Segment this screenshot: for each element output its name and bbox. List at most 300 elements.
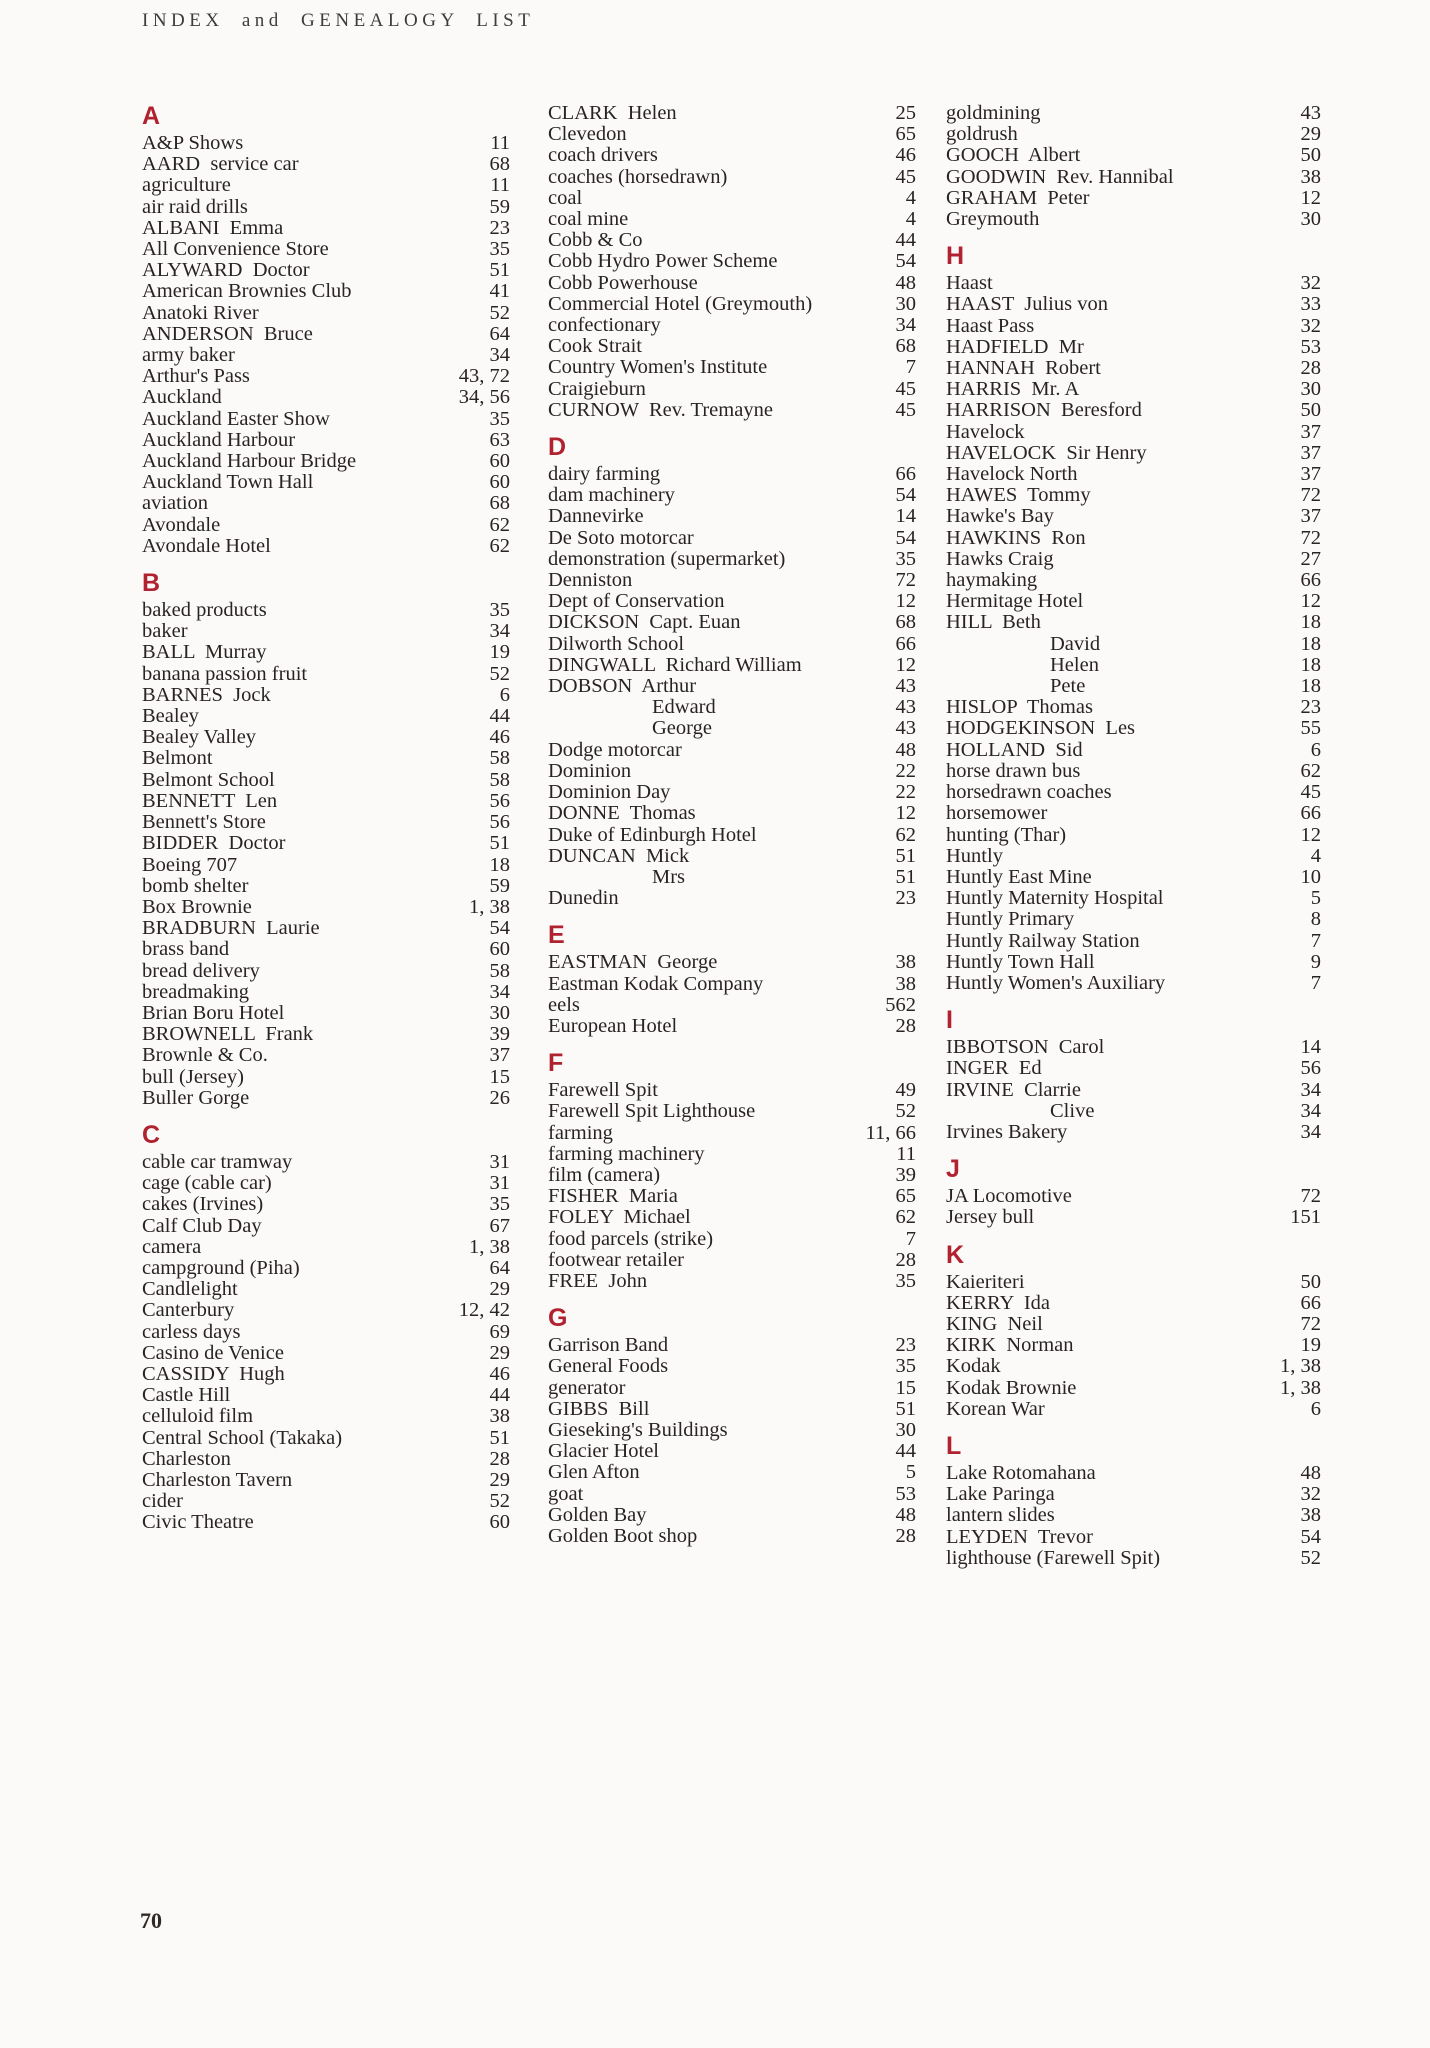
entry-label: Dannevirke	[548, 505, 644, 528]
entry-label: cable car tramway	[142, 1150, 293, 1173]
entry-page-numbers: 31	[489, 1172, 510, 1195]
index-entry	[946, 485, 1321, 506]
entry-label: Huntly Women's Auxiliary	[946, 971, 1166, 994]
entry-label: Lake Paringa	[946, 1483, 1055, 1506]
index-columns	[142, 103, 1321, 1569]
index-entry	[548, 1356, 916, 1377]
entry-page-numbers: 72	[1300, 1185, 1321, 1208]
entry-label: Lake Rotomahana	[946, 1461, 1096, 1484]
index-entry	[142, 642, 510, 663]
index-entry	[548, 867, 916, 888]
entry-label: Huntly Primary	[946, 908, 1075, 931]
entry-label: Bennett's Store	[142, 811, 266, 834]
entry-label: Dominion	[548, 759, 632, 782]
index-entry	[946, 400, 1321, 421]
entry-page-numbers: 35	[895, 1269, 916, 1292]
index-entry	[142, 451, 510, 472]
index-entry	[946, 1037, 1321, 1058]
entry-page-numbers: 65	[895, 1185, 916, 1208]
entry-label: camera	[142, 1235, 202, 1258]
entry-page-numbers: 28	[895, 1524, 916, 1547]
entry-page-numbers: 23	[1300, 696, 1321, 719]
entry-page-numbers: 12, 42	[458, 1299, 510, 1322]
entry-page-numbers: 12	[895, 802, 916, 825]
entry-label: BIDDER Doctor	[142, 832, 286, 855]
index-entry	[142, 1364, 510, 1385]
index-entry	[946, 1505, 1321, 1526]
index-entry	[946, 740, 1321, 761]
section-letter-C: C	[142, 1120, 162, 1149]
index-entry	[142, 1406, 510, 1427]
entry-label: Charleston Tavern	[142, 1468, 293, 1491]
entry-label: KING Neil	[946, 1312, 1043, 1335]
index-entry	[946, 591, 1321, 612]
entry-page-numbers: 30	[1300, 208, 1321, 231]
index-entry	[548, 655, 916, 676]
index-entry	[548, 718, 916, 739]
index-entry	[548, 1207, 916, 1228]
entry-label: Farewell Spit	[548, 1079, 658, 1102]
index-entry	[946, 124, 1321, 145]
entry-label: Clevedon	[548, 123, 627, 146]
entry-page-numbers: 41	[489, 280, 510, 303]
entry-page-numbers: 29	[1300, 123, 1321, 146]
entry-page-numbers: 48	[1300, 1461, 1321, 1484]
entry-page-numbers: 23	[489, 216, 510, 239]
entry-label: coach drivers	[548, 144, 658, 167]
entry-label: George	[652, 717, 712, 740]
index-entry	[548, 188, 916, 209]
index-entry	[548, 379, 916, 400]
index-entry	[946, 1356, 1321, 1377]
entry-page-numbers: 33	[1300, 293, 1321, 316]
entry-page-numbers: 46	[489, 726, 510, 749]
entry-label: Korean War	[946, 1397, 1045, 1420]
entry-label: Glen Afton	[548, 1461, 640, 1484]
entry-label: Kodak Brownie	[946, 1376, 1077, 1399]
entry-label: Eastman Kodak Company	[548, 972, 764, 995]
entry-page-numbers: 45	[1300, 781, 1321, 804]
entry-page-numbers: 30	[489, 1001, 510, 1024]
entry-page-numbers: 58	[489, 768, 510, 791]
entry-page-numbers: 38	[489, 1405, 510, 1428]
entry-label: bomb shelter	[142, 874, 249, 897]
index-entry	[548, 634, 916, 655]
entry-label: Edward	[652, 696, 716, 719]
entry-label: Havelock	[946, 420, 1025, 443]
index-entry	[142, 770, 510, 791]
entry-label: Huntly East Mine	[946, 865, 1092, 888]
entry-page-numbers: 39	[895, 1163, 916, 1186]
entry-page-numbers: 53	[895, 1482, 916, 1505]
index-entry	[142, 387, 510, 408]
index-entry	[548, 1335, 916, 1356]
entry-label: Haast	[946, 272, 993, 295]
index-entry	[142, 1045, 510, 1066]
entry-page-numbers: 6	[1310, 1397, 1321, 1420]
entry-label: carless days	[142, 1320, 241, 1343]
entry-page-numbers: 62	[489, 534, 510, 557]
index-entry	[548, 676, 916, 697]
entry-page-numbers: 11, 66	[865, 1121, 916, 1144]
entry-label: cakes (Irvines)	[142, 1193, 264, 1216]
entry-page-numbers: 51	[489, 259, 510, 282]
entry-label: Brownle & Co.	[142, 1044, 268, 1067]
index-entry	[548, 1462, 916, 1483]
index-entry	[548, 167, 916, 188]
index-entry	[548, 995, 916, 1016]
entry-page-numbers: 4	[905, 186, 916, 209]
index-entry	[142, 1449, 510, 1470]
index-entry	[946, 1527, 1321, 1548]
entry-page-numbers: 62	[895, 823, 916, 846]
entry-label: Castle Hill	[142, 1384, 231, 1407]
entry-page-numbers: 18	[1300, 632, 1321, 655]
entry-label: HILL Beth	[946, 611, 1041, 634]
index-entry	[142, 918, 510, 939]
entry-label: Helen	[1050, 653, 1099, 676]
entry-page-numbers: 12	[895, 653, 916, 676]
entry-label: Box Brownie	[142, 895, 252, 918]
entry-page-numbers: 18	[1300, 675, 1321, 698]
entry-label: GOODWIN Rev. Hannibal	[946, 165, 1174, 188]
entry-page-numbers: 45	[895, 398, 916, 421]
entry-page-numbers: 66	[1300, 802, 1321, 825]
entry-label: Avondale Hotel	[142, 534, 271, 557]
entry-page-numbers: 18	[489, 853, 510, 876]
entry-page-numbers: 28	[489, 1447, 510, 1470]
entry-page-numbers: 37	[1300, 505, 1321, 528]
entry-page-numbers: 43	[895, 675, 916, 698]
index-entry	[142, 260, 510, 281]
entry-label: bread delivery	[142, 959, 260, 982]
entry-page-numbers: 37	[1300, 463, 1321, 486]
index-entry	[548, 740, 916, 761]
entry-label: hunting (Thar)	[946, 823, 1067, 846]
entry-label: Hawke's Bay	[946, 505, 1054, 528]
entry-label: horsemower	[946, 802, 1048, 825]
index-entry	[142, 472, 510, 493]
entry-label: Mrs	[652, 865, 686, 888]
entry-label: HAWKINS Ron	[946, 526, 1086, 549]
entry-label: De Soto motorcar	[548, 526, 694, 549]
index-entry	[142, 1088, 510, 1109]
entry-label: HARRISON Beresford	[946, 399, 1142, 422]
index-entry	[142, 876, 510, 897]
index-entry	[548, 570, 916, 591]
entry-page-numbers: 35	[489, 238, 510, 261]
entry-page-numbers: 14	[895, 505, 916, 528]
section-letter-K: K	[946, 1240, 966, 1269]
entry-page-numbers: 1, 38	[469, 895, 510, 918]
index-entry	[946, 209, 1321, 230]
entry-page-numbers: 30	[895, 1418, 916, 1441]
entry-page-numbers: 34	[1300, 1120, 1321, 1143]
index-entry	[946, 103, 1321, 124]
index-entry	[142, 1194, 510, 1215]
index-entry	[548, 124, 916, 145]
index-entry	[946, 655, 1321, 676]
entry-page-numbers: 56	[489, 789, 510, 812]
entry-label: DINGWALL Richard William	[548, 653, 802, 676]
index-entry	[548, 1080, 916, 1101]
entry-page-numbers: 69	[489, 1320, 510, 1343]
index-entry	[142, 324, 510, 345]
entry-label: DOBSON Arthur	[548, 675, 697, 698]
entry-page-numbers: 67	[489, 1214, 510, 1237]
entry-label: Dilworth School	[548, 632, 685, 655]
entry-page-numbers: 64	[489, 1256, 510, 1279]
section-letter-G: G	[548, 1304, 569, 1333]
index-entry	[548, 485, 916, 506]
index-entry	[142, 727, 510, 748]
entry-label: Dept of Conservation	[548, 590, 725, 613]
entry-page-numbers: 12	[895, 590, 916, 613]
index-entry	[142, 133, 510, 154]
entry-page-numbers: 72	[1300, 526, 1321, 549]
entry-label: baked products	[142, 599, 267, 622]
index-entry	[142, 515, 510, 536]
entry-page-numbers: 59	[489, 195, 510, 218]
entry-label: Anatoki River	[142, 301, 259, 324]
index-entry	[142, 1067, 510, 1088]
index-entry	[548, 1016, 916, 1037]
entry-label: confectionary	[548, 314, 661, 337]
entry-page-numbers: 50	[1300, 1270, 1321, 1293]
entry-page-numbers: 68	[489, 153, 510, 176]
entry-page-numbers: 48	[895, 1503, 916, 1526]
entry-page-numbers: 18	[1300, 653, 1321, 676]
entry-page-numbers: 44	[895, 229, 916, 252]
entry-page-numbers: 52	[489, 662, 510, 685]
index-entry	[548, 1484, 916, 1505]
entry-label: Farewell Spit Lighthouse	[548, 1100, 756, 1123]
entry-label: Arthur's Pass	[142, 365, 250, 388]
index-entry	[548, 846, 916, 867]
entry-page-numbers: 35	[895, 1355, 916, 1378]
entry-page-numbers: 35	[489, 407, 510, 430]
entry-label: Candlelight	[142, 1278, 238, 1301]
index-entry	[548, 1229, 916, 1250]
entry-label: goldrush	[946, 123, 1018, 146]
entry-label: All Convenience Store	[142, 238, 329, 261]
entry-label: Country Women's Institute	[548, 356, 768, 379]
entry-label: Irvines Bakery	[946, 1120, 1068, 1143]
entry-page-numbers: 56	[1300, 1057, 1321, 1080]
entry-label: Belmont School	[142, 768, 275, 791]
index-entry	[548, 400, 916, 421]
index-entry	[548, 1165, 916, 1186]
index-entry	[946, 549, 1321, 570]
entry-label: brass band	[142, 938, 230, 961]
index-entry	[142, 855, 510, 876]
entry-label: Cobb & Co	[548, 229, 643, 252]
entry-label: haymaking	[946, 569, 1038, 592]
index-entry	[142, 1491, 510, 1512]
entry-label: Denniston	[548, 569, 633, 592]
index-entry	[142, 982, 510, 1003]
entry-page-numbers: 11	[490, 132, 510, 154]
entry-label: Auckland Town Hall	[142, 471, 314, 494]
entry-page-numbers: 50	[1300, 144, 1321, 167]
entry-label: INGER Ed	[946, 1057, 1042, 1080]
index-entry	[142, 897, 510, 918]
entry-label: BROWNELL Frank	[142, 1023, 314, 1046]
entry-label: Charleston	[142, 1447, 231, 1470]
page-title: INDEX and GENEALOGY LIST	[142, 10, 535, 31]
index-entry	[142, 664, 510, 685]
entry-page-numbers: 54	[895, 484, 916, 507]
index-entry	[142, 493, 510, 514]
entry-page-numbers: 1, 38	[469, 1235, 510, 1258]
entry-page-numbers: 43	[1300, 102, 1321, 124]
index-entry	[142, 1216, 510, 1237]
entry-label: Clive	[1050, 1099, 1095, 1122]
entry-label: coal mine	[548, 208, 629, 231]
index-entry	[142, 1237, 510, 1258]
index-entry	[946, 337, 1321, 358]
entry-page-numbers: 66	[895, 632, 916, 655]
index-entry	[142, 1300, 510, 1321]
entry-label: Huntly	[946, 844, 1003, 867]
entry-label: Avondale	[142, 513, 221, 536]
index-entry	[548, 1101, 916, 1122]
index-entry	[946, 188, 1321, 209]
index-entry	[548, 803, 916, 824]
index-entry	[142, 621, 510, 642]
entry-label: BARNES Jock	[142, 683, 271, 706]
index-entry	[946, 1335, 1321, 1356]
entry-page-numbers: 22	[895, 781, 916, 804]
entry-label: Calf Club Day	[142, 1214, 262, 1237]
entry-label: LEYDEN Trevor	[946, 1525, 1093, 1548]
entry-page-numbers: 66	[895, 463, 916, 486]
entry-label: HAVELOCK Sir Henry	[946, 441, 1147, 464]
entry-label: GOOCH Albert	[946, 144, 1081, 167]
entry-page-numbers: 58	[489, 747, 510, 770]
entry-label: European Hotel	[548, 1014, 678, 1037]
index-entry	[548, 761, 916, 782]
entry-label: Hermitage Hotel	[946, 590, 1084, 613]
entry-page-numbers: 32	[1300, 272, 1321, 295]
entry-label: Buller Gorge	[142, 1086, 250, 1109]
entry-page-numbers: 44	[489, 705, 510, 728]
index-entry	[548, 825, 916, 846]
entry-label: GRAHAM Peter	[946, 186, 1090, 209]
entry-page-numbers: 64	[489, 322, 510, 345]
entry-label: breadmaking	[142, 980, 250, 1003]
index-entry	[946, 167, 1321, 188]
entry-page-numbers: 35	[489, 1193, 510, 1216]
section-letter-J: J	[946, 1155, 961, 1184]
entry-label: Golden Boot shop	[548, 1524, 698, 1547]
entry-page-numbers: 43	[895, 717, 916, 740]
entry-page-numbers: 28	[895, 1014, 916, 1037]
entry-page-numbers: 28	[895, 1248, 916, 1271]
entry-label: HARRIS Mr. A	[946, 378, 1080, 401]
entry-label: Dominion Day	[548, 781, 671, 804]
entry-page-numbers: 30	[895, 292, 916, 315]
entry-label: Duke of Edinburgh Hotel	[548, 823, 757, 846]
entry-label: goat	[548, 1482, 584, 1505]
entry-page-numbers: 7	[1310, 971, 1321, 994]
index-entry	[548, 357, 916, 378]
entry-label: ANDERSON Bruce	[142, 322, 313, 345]
entry-label: film (camera)	[548, 1163, 661, 1186]
index-entry	[946, 1399, 1321, 1420]
entry-label: horse drawn bus	[946, 759, 1081, 782]
index-entry	[142, 1258, 510, 1279]
entry-page-numbers: 51	[895, 844, 916, 867]
entry-page-numbers: 562	[885, 993, 916, 1016]
entry-label: Greymouth	[946, 208, 1040, 231]
entry-label: IRVINE Clarrie	[946, 1078, 1081, 1101]
entry-page-numbers: 4	[1310, 844, 1321, 867]
index-entry	[548, 782, 916, 803]
index-entry	[946, 634, 1321, 655]
entry-label: generator	[548, 1376, 626, 1399]
entry-label: David	[1050, 632, 1101, 655]
entry-page-numbers: 45	[895, 165, 916, 188]
index-entry	[548, 591, 916, 612]
entry-label: Civic Theatre	[142, 1511, 254, 1534]
entry-label: Garrison Band	[548, 1334, 669, 1357]
index-entry	[946, 1058, 1321, 1079]
index-entry	[142, 1512, 510, 1533]
entry-label: AARD service car	[142, 153, 299, 176]
entry-label: CURNOW Rev. Tremayne	[548, 398, 773, 421]
entry-label: celluloid film	[142, 1405, 254, 1428]
entry-label: Cobb Powerhouse	[548, 271, 698, 294]
entry-page-numbers: 44	[489, 1384, 510, 1407]
entry-label: American Brownies Club	[142, 280, 352, 303]
index-entry	[946, 1293, 1321, 1314]
entry-label: farming machinery	[548, 1142, 705, 1165]
index-column-1	[142, 103, 510, 1534]
section-letter-F: F	[548, 1049, 565, 1078]
entry-page-numbers: 60	[489, 938, 510, 961]
entry-page-numbers: 34	[489, 980, 510, 1003]
entry-label: DONNE Thomas	[548, 802, 696, 825]
entry-page-numbers: 4	[905, 208, 916, 231]
entry-page-numbers: 9	[1310, 950, 1321, 973]
index-entry	[142, 1279, 510, 1300]
entry-label: HAAST Julius von	[946, 293, 1108, 316]
index-entry	[946, 464, 1321, 485]
entry-label: A&P Shows	[142, 132, 244, 154]
entry-label: Hawks Craig	[946, 547, 1054, 570]
entry-label: FISHER Maria	[548, 1185, 678, 1208]
entry-page-numbers: 18	[1300, 611, 1321, 634]
index-entry	[946, 528, 1321, 549]
index-entry	[548, 1441, 916, 1462]
entry-page-numbers: 14	[1300, 1036, 1321, 1059]
entry-label: IBBOTSON Carol	[946, 1036, 1105, 1059]
entry-page-numbers: 22	[895, 759, 916, 782]
index-entry	[142, 345, 510, 366]
index-entry	[142, 939, 510, 960]
section-letter-A: A	[142, 102, 162, 130]
index-entry	[142, 175, 510, 196]
entry-page-numbers: 1, 38	[1280, 1355, 1321, 1378]
index-entry	[548, 1250, 916, 1271]
entry-label: farming	[548, 1121, 613, 1144]
entry-page-numbers: 19	[489, 641, 510, 664]
index-entry	[946, 1484, 1321, 1505]
entry-page-numbers: 54	[895, 250, 916, 273]
index-entry	[548, 1505, 916, 1526]
entry-label: HANNAH Robert	[946, 357, 1101, 380]
